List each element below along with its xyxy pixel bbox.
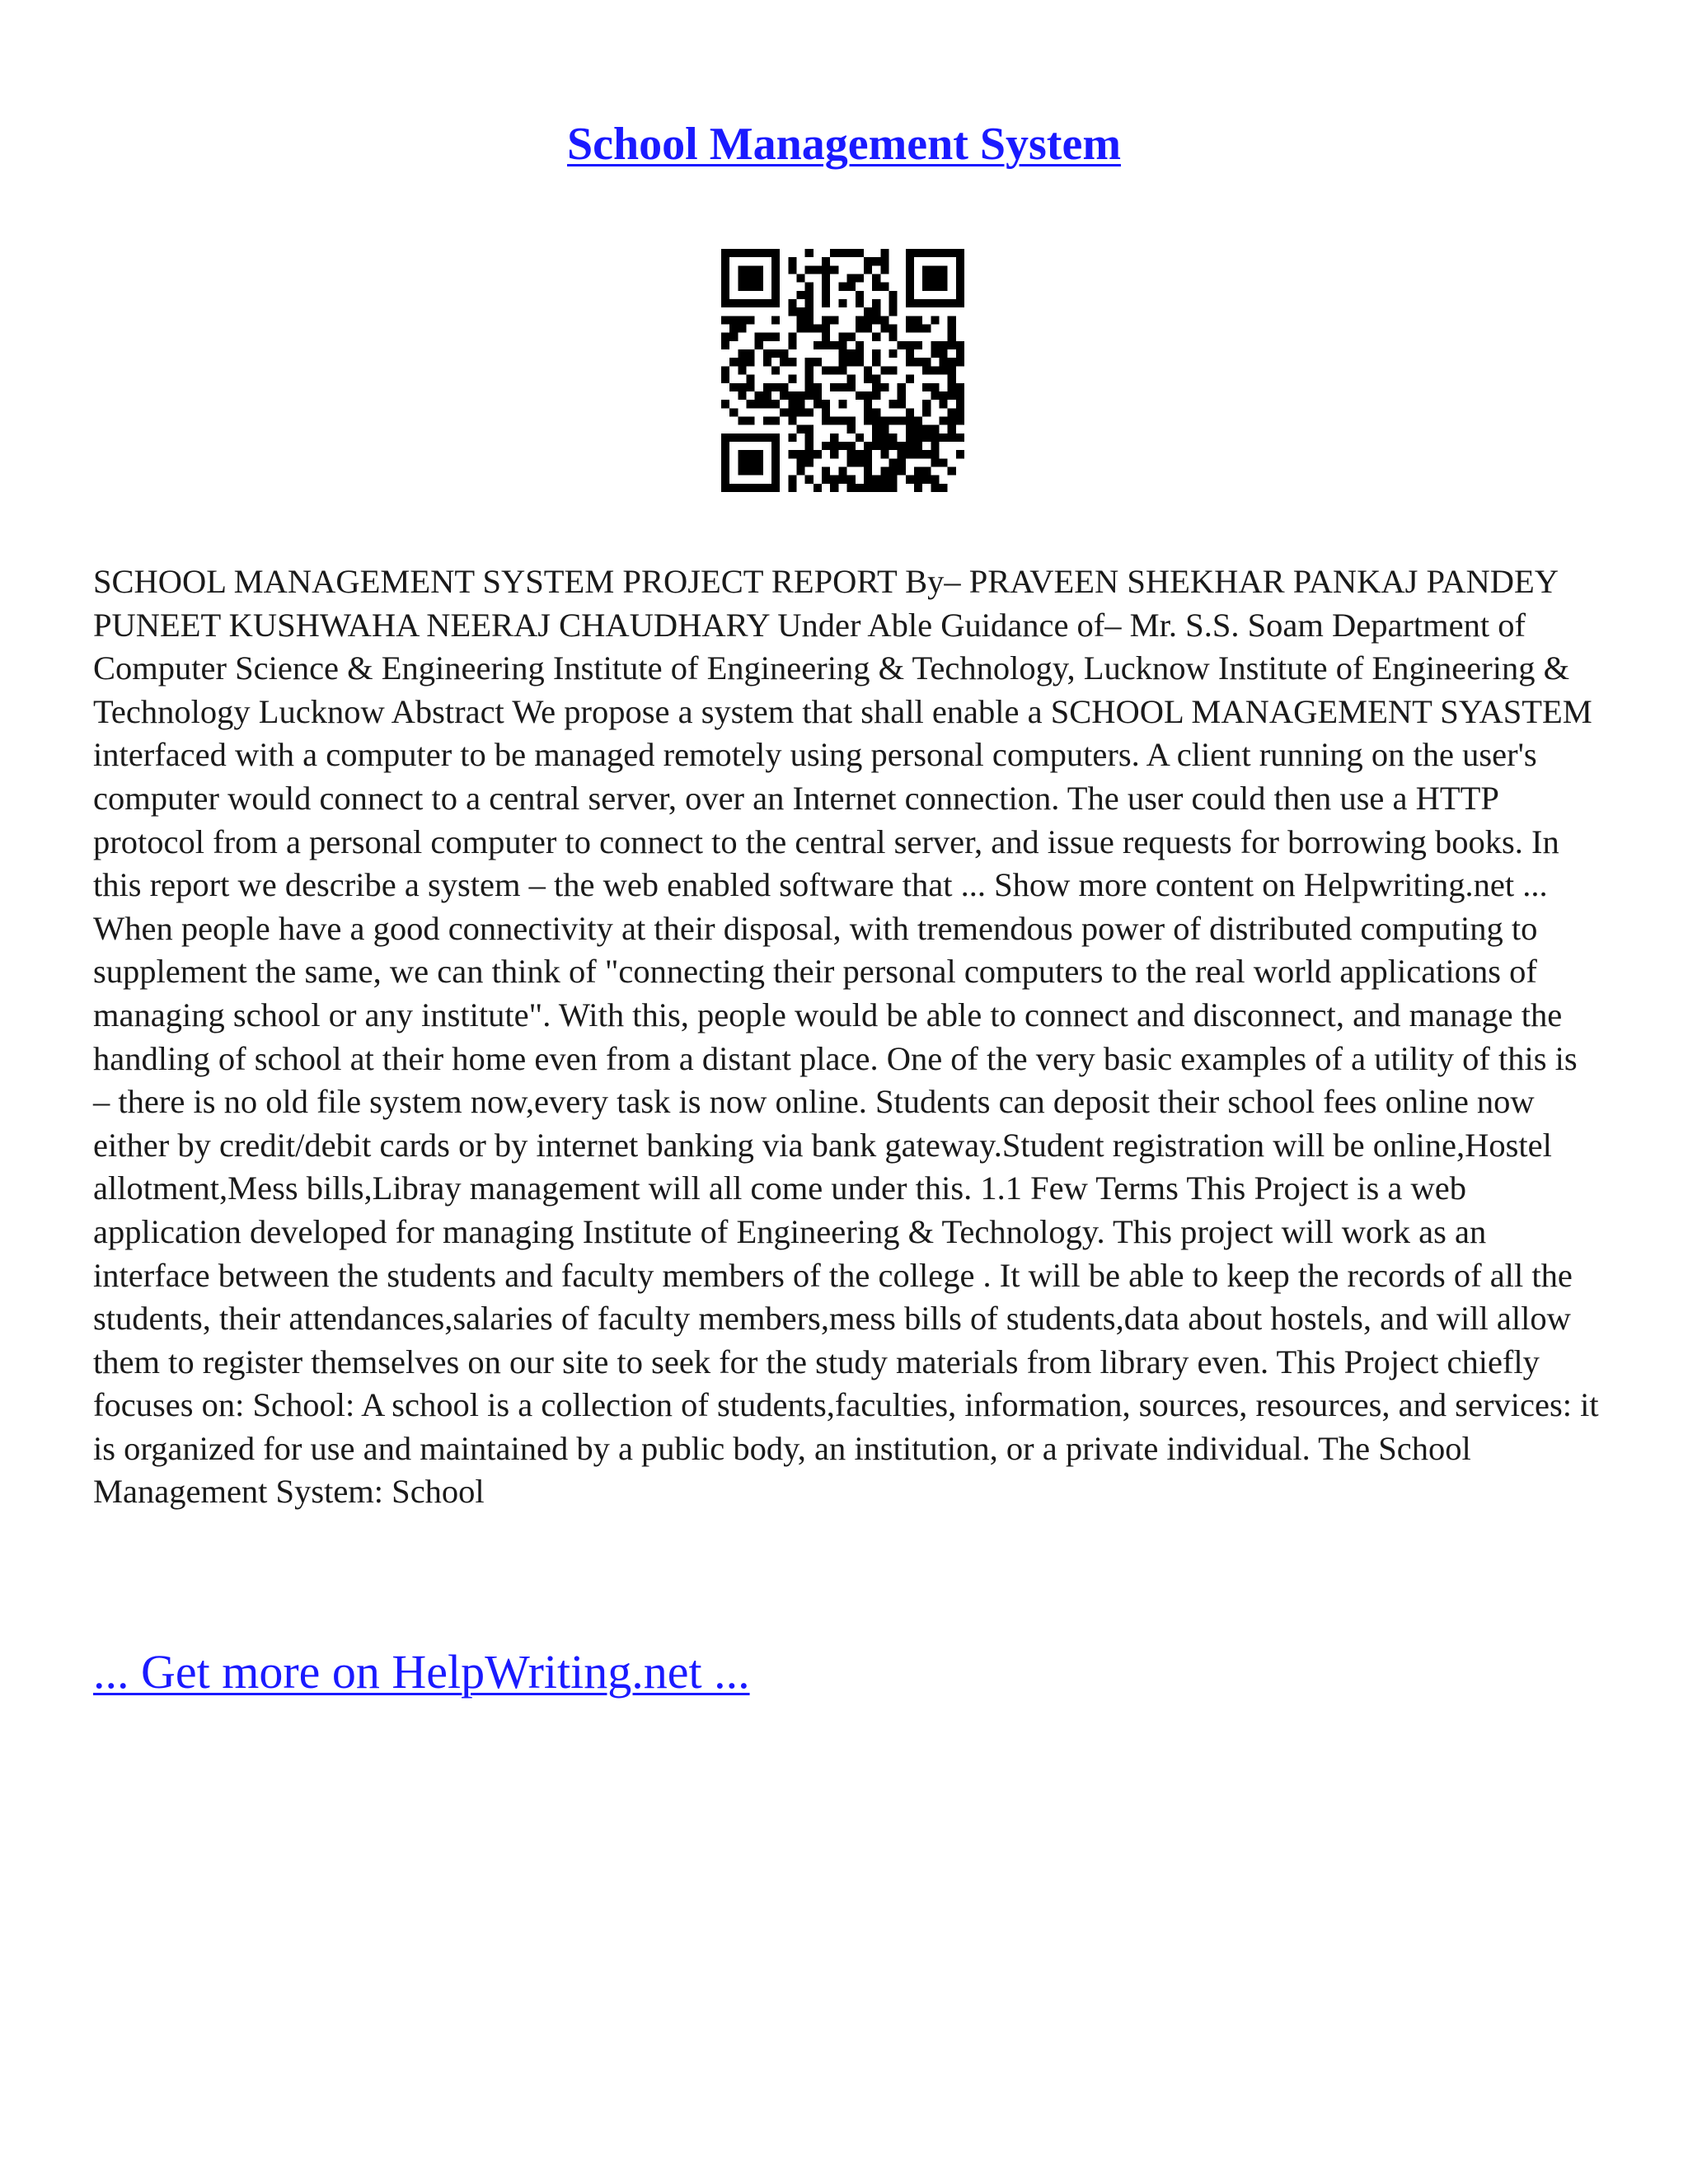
qr-code-icon — [721, 249, 964, 492]
report-text: SCHOOL MANAGEMENT SYSTEM PROJECT REPORT By– PRAVEEN SHEKHAR PANKAJ PANDEY PUNEET KUSHWAHA NEERAJ CHAUDHARY Under Able Guidance of– Mr. S.S. Soam Department of Computer Science & Engineering Institute of Engineering & Technology, Lucknow Institute of Engineering & Technology Lucknow Abstract We propose a system that shall enable a SCHOOL MANAGEMENT SYASTEM interfaced with a computer to be managed remotely using personal computers. A client running on the user's computer would connect to a central server, over an Internet connection. The user could then use a HTTP protocol from a personal computer to connect to the central server, and issue requests for borrowing books. In this report we describe a system – the web enabled software that ... Show more content on Helpwriting.net ... When people have a good connectivity at their disposal, with tremendous power of distributed computing to supplement the same, we can think of "connecting their personal computers to the real world applications of managing school or any institute". With this, people would be able to connect and disconnect, and manage the handling of school at their home even from a distant place. One of the very basic examples of a utility of this is – there is no old file system now,every task is now online. Students can deposit their school fees online now either by credit/debit cards or by internet banking via bank gateway.Student registration will be online,Hostel allotment,Mess bills,Libray management will all come under this. 1.1 Few Terms This Project is a web application developed for managing Institute of Engineering & Technology. This project will work as an interface between the students and faculty members of the college . It will be able to keep the records of all the students, their attendances,salaries of faculty members,mess bills of students,data about hostels, and will allow them to register themselves on our site to seek for the study materials from library even. This Project chiefly focuses on: School: A school is a collection of students,faculties, information, sources, resources, and services: it is organized for use and maintained by a public body, an institution, or a private individual. The School Management System: School — [93, 563, 1599, 1511]
title-link[interactable]: School Management System — [567, 119, 1121, 170]
get-more-link-container — [93, 1643, 750, 1701]
get-more-link[interactable]: ... Get more on HelpWriting.net ... — [93, 1645, 750, 1699]
page-title — [0, 115, 1688, 173]
